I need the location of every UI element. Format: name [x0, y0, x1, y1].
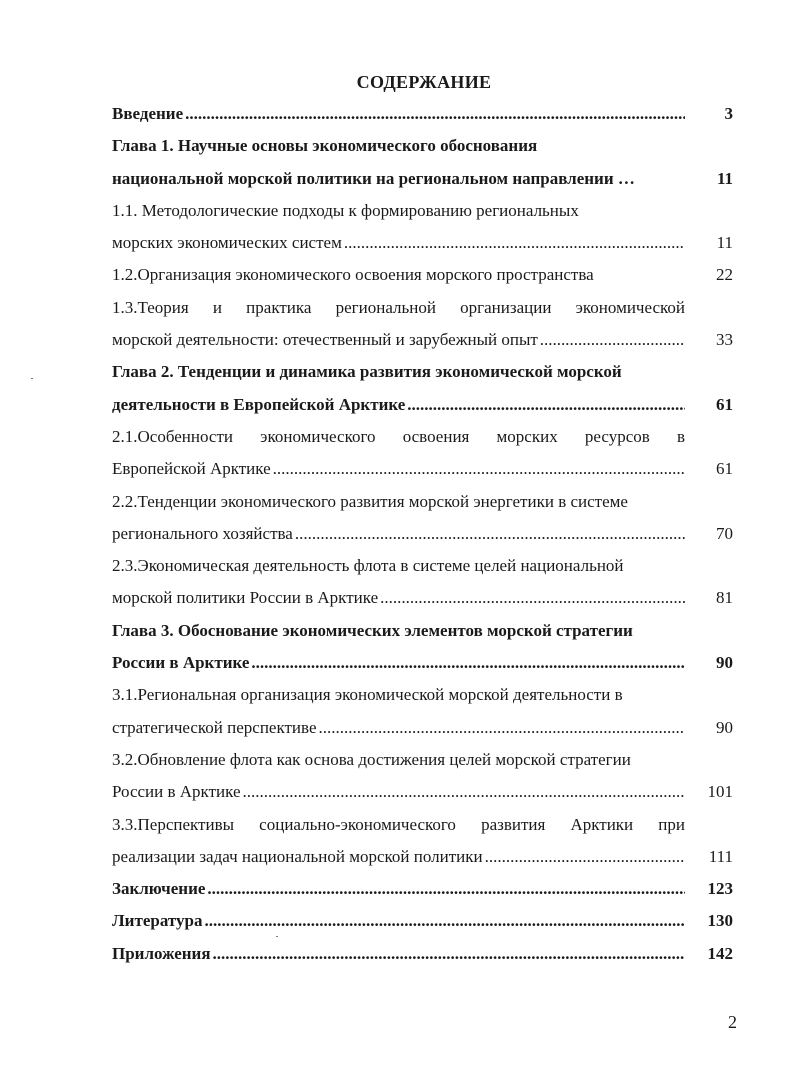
- toc-page-number: 11: [716, 168, 733, 188]
- toc-entry-text: морской деятельности: отечественный и зарубежный опыт: [112, 330, 538, 350]
- toc-page-number: 11: [716, 233, 733, 253]
- toc-page-number: 123: [707, 879, 733, 899]
- toc-entry-text: Глава 1. Научные основы экономического обоснования: [112, 136, 538, 156]
- toc-entry-text: России в Арктике: [112, 782, 241, 802]
- toc-line: [112, 744, 733, 776]
- toc-line: [112, 841, 733, 873]
- toc-line: [112, 809, 733, 841]
- toc-page-number: 130: [707, 911, 733, 931]
- toc-line: [112, 259, 733, 291]
- toc-line: [112, 389, 733, 421]
- toc-leader-dots: [540, 324, 685, 356]
- toc-line: [112, 550, 733, 582]
- scan-speck: [31, 378, 33, 379]
- toc-page-number: 22: [716, 265, 733, 285]
- toc-entry-text: 3.3.Перспективы социально-экономического развития Арктики при: [112, 814, 685, 834]
- toc-page-number: 33: [716, 330, 733, 350]
- toc-entry-text: Заключение: [112, 879, 206, 899]
- toc-line: [112, 453, 733, 485]
- toc-entry-text: 2.1.Особенности экономического освоения морских ресурсов в: [112, 426, 685, 446]
- toc-page-number: 90: [716, 717, 733, 737]
- toc-entry-text: регионального хозяйства: [112, 523, 293, 543]
- toc-page-number: 142: [707, 943, 733, 963]
- toc-line: [112, 356, 733, 388]
- toc-entry-text: Глава 3. Обоснование экономических элементов морской стратегии: [112, 620, 633, 640]
- toc-line: [112, 292, 733, 324]
- toc-entry-text: национальной морской политики на региональном направлении …: [112, 168, 635, 188]
- toc-leader-dots: [243, 776, 686, 808]
- toc-line: [112, 195, 733, 227]
- toc-entry-text: 1.3.Теория и практика региональной организации экономической: [112, 297, 685, 317]
- toc-entry-text: 3.1.Региональная организация экономической морской деятельности в: [112, 685, 623, 705]
- toc-entry-text: России в Арктике: [112, 653, 250, 673]
- toc-leader-dots: [185, 98, 685, 130]
- toc-line: [112, 647, 733, 679]
- toc-line: [112, 679, 733, 711]
- toc-entry-text: 1.1. Методологические подходы к формированию региональных: [112, 200, 579, 220]
- toc-leader-dots: [407, 389, 685, 421]
- toc-line: [112, 130, 733, 162]
- toc-line: [112, 615, 733, 647]
- toc-page-number: 90: [716, 653, 733, 673]
- toc-entry-text: Европейской Арктике: [112, 459, 271, 479]
- toc-leader-dots: [251, 647, 685, 679]
- toc-page-number: 81: [716, 588, 733, 608]
- toc-page-number: 61: [716, 394, 733, 414]
- toc-entry-text: 1.2.Организация экономического освоения морского пространства: [112, 265, 594, 285]
- toc-leader-dots: [295, 518, 685, 550]
- toc-leader-dots: [213, 938, 685, 970]
- scan-speck: [276, 936, 278, 937]
- toc-entry-text: Приложения: [112, 943, 211, 963]
- toc-title: СОДЕРЖАНИЕ: [356, 72, 492, 92]
- toc-leader-dots: [380, 582, 685, 614]
- toc-entry-text: Литература: [112, 911, 203, 931]
- toc-entry-text: 2.3.Экономическая деятельность флота в системе целей национальной: [112, 556, 624, 576]
- toc-line: [112, 518, 733, 550]
- toc-line: [112, 98, 733, 130]
- toc-line: [112, 776, 733, 808]
- toc-entry-text: морских экономических систем: [112, 233, 342, 253]
- toc-line: [112, 712, 733, 744]
- toc-entry-text: деятельности в Европейской Арктике: [112, 394, 406, 414]
- toc-entry-text: 3.2.Обновление флота как основа достижения целей морской стратегии: [112, 749, 631, 769]
- toc-leader-dots: [344, 227, 685, 259]
- toc-entry-text: морской политики России в Арктике: [112, 588, 379, 608]
- toc-line: [112, 905, 733, 937]
- table-of-contents: [112, 98, 733, 970]
- toc-leader-dots: [207, 873, 685, 905]
- toc-line: [112, 324, 733, 356]
- page-number: 2: [728, 1012, 737, 1032]
- toc-page-number: 3: [724, 104, 733, 123]
- toc-entry-text: реализации задач национальной морской политики: [112, 846, 483, 866]
- toc-line: [112, 873, 733, 905]
- toc-entry-text: стратегической перспективе: [112, 717, 317, 737]
- toc-line: [112, 486, 733, 518]
- toc-line: [112, 163, 733, 195]
- toc-leader-dots: [273, 453, 685, 485]
- toc-entry-text: 2.2.Тенденции экономического развития морской энергетики в системе: [112, 491, 628, 511]
- toc-leader-dots: [485, 841, 685, 873]
- toc-entry-text: Глава 2. Тенденции и динамика развития экономической морской: [112, 362, 622, 382]
- toc-line: [112, 582, 733, 614]
- toc-line: [112, 421, 733, 453]
- toc-page-number: 101: [707, 782, 733, 802]
- toc-page-number: 111: [708, 846, 733, 866]
- toc-entry-text: Введение: [112, 104, 184, 123]
- toc-line: [112, 227, 733, 259]
- toc-page-number: 70: [716, 523, 733, 543]
- toc-leader-dots: [204, 905, 685, 937]
- toc-page-number: 61: [716, 459, 733, 479]
- toc-line: [112, 938, 733, 970]
- toc-leader-dots: [319, 712, 685, 744]
